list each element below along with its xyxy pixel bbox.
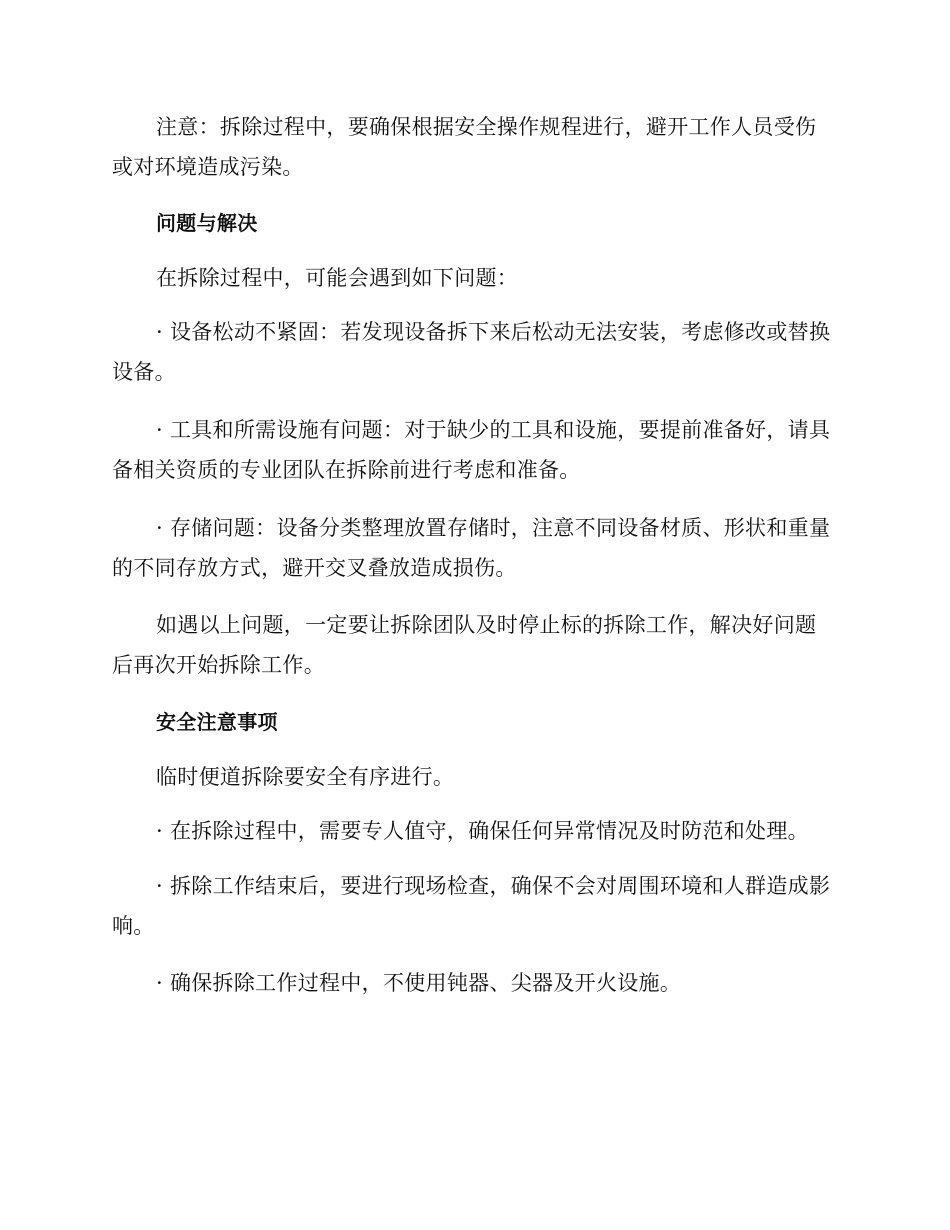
section-heading-safety: 安全注意事项 xyxy=(156,710,278,734)
safety-intro-paragraph: 临时便道拆除要安全有序进行。 xyxy=(156,765,455,789)
section-heading-problems: 问题与解决 xyxy=(156,211,258,235)
problems-intro-paragraph: 在拆除过程中，可能会遇到如下问题： xyxy=(156,266,519,290)
list-item: · 存储问题：设备分类整理放置存储时，注意不同设备材质、形状和重量的不同存放方式，避开交叉叠放造成损伤。 xyxy=(112,516,831,580)
list-item: · 设备松动不紧固：若发现设备拆下来后松动无法安装，考虑修改或替换设备。 xyxy=(112,320,831,384)
list-item: · 工具和所需设施有问题：对于缺少的工具和设施，要提前准备好，请具备相关资质的专业团队在拆除前进行考虑和准备。 xyxy=(112,418,831,482)
list-item: · 在拆除过程中，需要专人值守，确保任何异常情况及时防范和处理。 xyxy=(156,819,809,843)
note-paragraph: 注意：拆除过程中，要确保根据安全操作规程进行，避开工作人员受伤或对环境造成污染。 xyxy=(112,115,817,179)
list-item: · 拆除工作结束后，要进行现场检查，确保不会对周围环境和人群造成影响。 xyxy=(112,874,831,938)
problems-conclusion-paragraph: 如遇以上问题，一定要让拆除团队及时停止标的拆除工作，解决好问题后再次开始拆除工作。 xyxy=(112,613,817,677)
list-item: · 确保拆除工作过程中，不使用钝器、尖器及开火设施。 xyxy=(156,971,682,995)
